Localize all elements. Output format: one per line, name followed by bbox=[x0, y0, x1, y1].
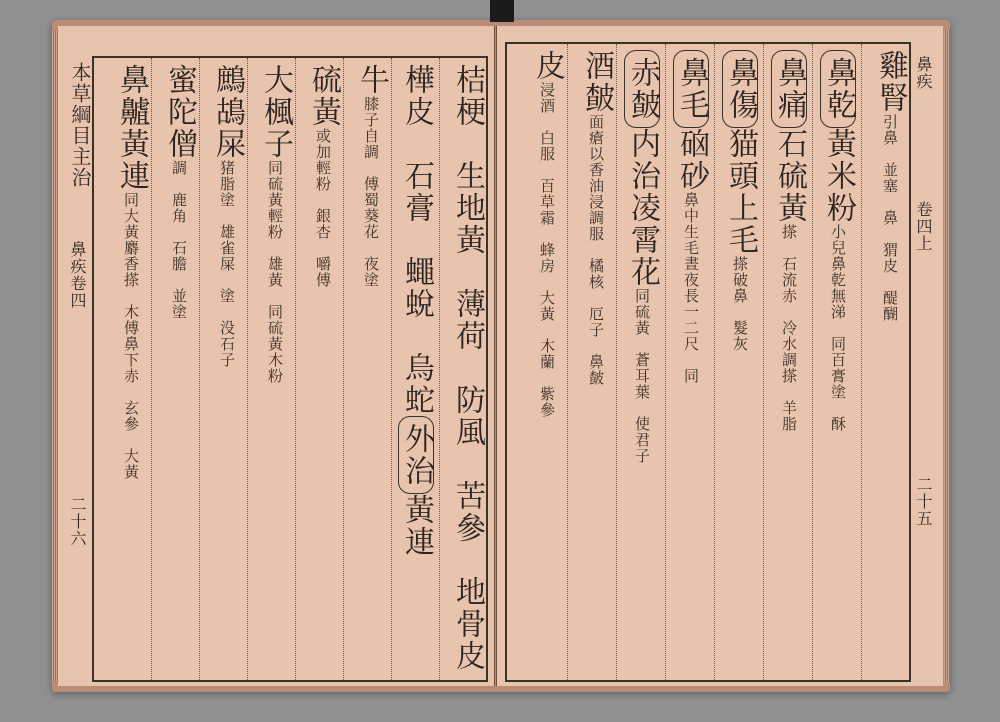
left-margin-section: 鼻疾卷四 bbox=[68, 241, 87, 309]
right-margin-folio: 二十五 bbox=[914, 476, 933, 527]
right-column-6: 赤皶内治凌霄花同硫黃 蒼耳葉 使君子 bbox=[624, 50, 660, 674]
right-column-4: 鼻傷猫頭上毛搽破鼻 髮灰 bbox=[722, 50, 758, 674]
right-column-1: 雞腎引鼻 並塞 鼻 猬皮 醍醐 bbox=[873, 50, 908, 322]
left-column-7: 蜜陀僧調 鹿角 石膽 並塗 bbox=[162, 64, 197, 320]
right-margin-title: 鼻疾 bbox=[914, 56, 933, 90]
right-column-7: 酒皶面瘡以香油浸調服 橘核 厄子 鼻皶 bbox=[579, 50, 614, 386]
left-column-3: 牛膝子自調 傅蜀葵花 夜塗 bbox=[354, 64, 389, 288]
right-column-5: 鼻毛硇砂鼻中生毛晝夜長一二尺 同 bbox=[673, 50, 709, 674]
open-book bbox=[52, 20, 950, 692]
left-margin-title: 本草綱目主治 bbox=[68, 62, 92, 188]
left-column-1: 桔梗 生地黃 薄荷 防風 苦參 地骨皮 bbox=[450, 64, 485, 672]
left-margin-folio: 二十六 bbox=[68, 496, 87, 547]
right-page-edge bbox=[944, 30, 950, 682]
right-column-3: 鼻痛石硫黃搽 石流赤 冷水調搽 羊脂 bbox=[771, 50, 807, 674]
right-page bbox=[496, 26, 943, 686]
right-column-2: 鼻乾黃米粉小兒鼻乾無涕 同百膏塗 酥 bbox=[820, 50, 856, 674]
right-text-frame bbox=[505, 42, 911, 682]
left-text-frame bbox=[92, 56, 488, 682]
left-column-2: 樺皮 石膏 蠅蛻 烏蛇外治黃連 bbox=[399, 64, 434, 558]
right-margin-section: 卷四上 bbox=[914, 201, 933, 252]
wai-zhi-box: 外治 bbox=[398, 416, 434, 494]
book-spine-tab bbox=[490, 0, 514, 22]
left-column-6: 鷓鴣屎猪脂塗 雄雀屎 塗 没石子 bbox=[210, 64, 245, 368]
left-column-8: 鼻齇黃連同大黃麝香搽 木傅鼻下赤 玄參 大黃 bbox=[114, 64, 149, 480]
left-page bbox=[58, 26, 495, 686]
left-column-4: 硫黃或加輕粉 銀杏 嚼傅 bbox=[306, 64, 341, 288]
left-column-5: 大楓子同硫黃輕粉 雄黃 同硫黃木粉 bbox=[258, 64, 293, 384]
right-column-8: 皮浸酒 白服 百草霜 蜂房 大黃 木蘭 紫參 bbox=[530, 50, 565, 418]
